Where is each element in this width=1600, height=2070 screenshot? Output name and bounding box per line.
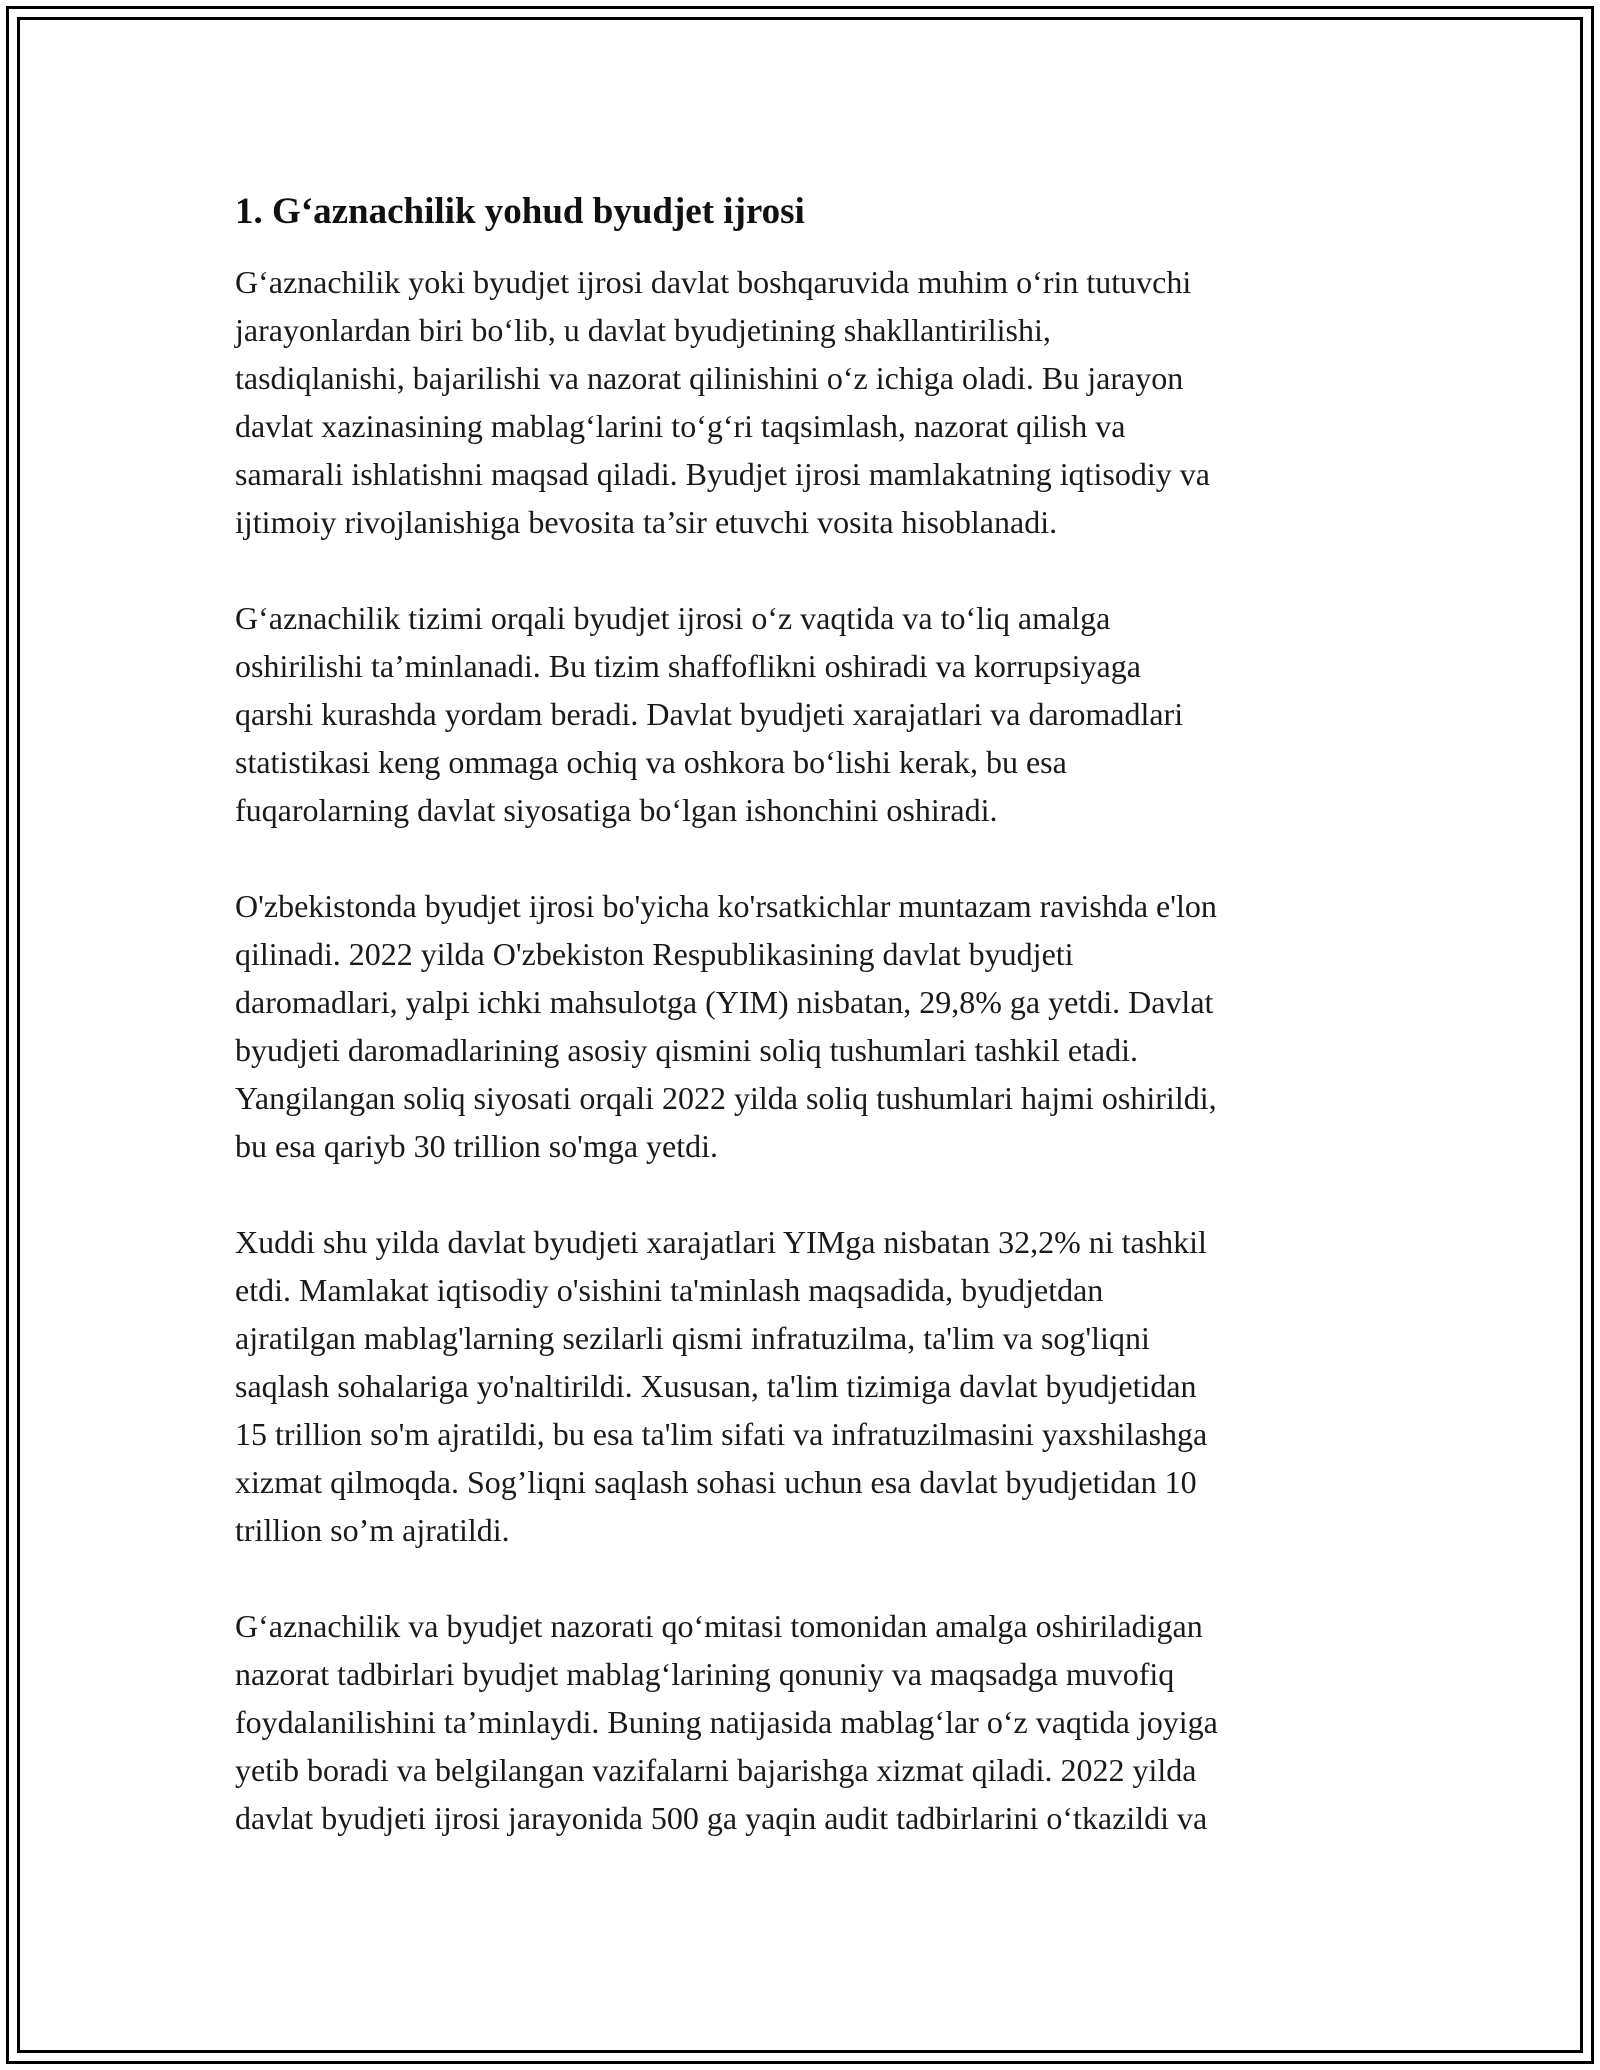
paragraph-line: daromadlari, yalpi ichki mahsulotga (YIM) nisbatan, 29,8% ga yetdi. Davlat [235, 984, 1214, 1020]
paragraph-4 [235, 1218, 1385, 1554]
document-body [235, 188, 1385, 1890]
paragraph-line: xizmat qilmoqda. Sog’liqni saqlash sohasi uchun esa davlat byudjetidan 10 [235, 1464, 1197, 1500]
paragraph-line: saqlash sohalariga yo'naltirildi. Xususan, ta'lim tizimiga davlat byudjetidan [235, 1368, 1197, 1404]
paragraph-line: O'zbekistonda byudjet ijrosi bo'yicha ko'rsatkichlar muntazam ravishda e'lon [235, 888, 1217, 924]
paragraph-1 [235, 258, 1385, 546]
section-heading: 1. G‘aznachilik yohud byudjet ijrosi [235, 191, 805, 232]
paragraph-line: qarshi kurashda yordam beradi. Davlat byudjeti xarajatlari va daromadlari [235, 696, 1184, 732]
paragraph-line: byudjeti daromadlarining asosiy qismini soliq tushumlari tashkil etadi. [235, 1032, 1138, 1068]
paragraph-line: ajratilgan mablag'larning sezilarli qismi infratuzilma, ta'lim va sog'liqni [235, 1320, 1150, 1356]
paragraph-line: Xuddi shu yilda davlat byudjeti xarajatlari YIMga nisbatan 32,2% ni tashkil [235, 1224, 1207, 1260]
paragraph-line: G‘aznachilik yoki byudjet ijrosi davlat boshqaruvida muhim o‘rin tutuvchi [235, 264, 1192, 300]
paragraph-line: tasdiqlanishi, bajarilishi va nazorat qilinishini o‘z ichiga oladi. Bu jarayon [235, 360, 1184, 396]
paragraph-line: bu esa qariyb 30 trillion so'mga yetdi. [235, 1128, 719, 1164]
paragraph-5 [235, 1602, 1385, 1842]
paragraph-3 [235, 882, 1385, 1170]
paragraph-line: nazorat tadbirlari byudjet mablag‘larining qonuniy va maqsadga muvofiq [235, 1656, 1175, 1692]
paragraph-line: etdi. Mamlakat iqtisodiy o'sishini ta'minlash maqsadida, byudjetdan [235, 1272, 1104, 1308]
paragraph-2 [235, 594, 1385, 834]
paragraph-line: foydalanilishini ta’minlaydi. Buning natijasida mablag‘lar o‘z vaqtida joyiga [235, 1704, 1218, 1740]
paragraph-line: 15 trillion so'm ajratildi, bu esa ta'lim sifati va infratuzilmasini yaxshilashga [235, 1416, 1208, 1452]
paragraph-line: G‘aznachilik va byudjet nazorati qo‘mitasi tomonidan amalga oshiriladigan [235, 1608, 1203, 1644]
paragraph-line: jarayonlardan biri bo‘lib, u davlat byudjetining shakllantirilishi, [235, 312, 1051, 348]
paragraph-line: statistikasi keng ommaga ochiq va oshkora bo‘lishi kerak, bu esa [235, 744, 1067, 780]
paragraph-line: yetib boradi va belgilangan vazifalarni bajarishga xizmat qiladi. 2022 yilda [235, 1752, 1197, 1788]
paragraph-line: davlat xazinasining mablag‘larini to‘g‘ri taqsimlash, nazorat qilish va [235, 408, 1126, 444]
paragraph-line: oshirilishi ta’minlanadi. Bu tizim shaffoflikni oshiradi va korrupsiyaga [235, 648, 1141, 684]
paragraph-line: samarali ishlatishni maqsad qiladi. Byudjet ijrosi mamlakatning iqtisodiy va [235, 456, 1210, 492]
paragraph-line: davlat byudjeti ijrosi jarayonida 500 ga yaqin audit tadbirlarini o‘tkazildi va [235, 1800, 1208, 1836]
paragraph-line: ijtimoiy rivojlanishiga bevosita ta’sir etuvchi vosita hisoblanadi. [235, 504, 1058, 540]
paragraph-line: fuqarolarning davlat siyosatiga bo‘lgan ishonchini oshiradi. [235, 792, 998, 828]
paragraph-line: Yangilangan soliq siyosati orqali 2022 yilda soliq tushumlari hajmi oshirildi, [235, 1080, 1217, 1116]
paragraph-line: trillion so’m ajratildi. [235, 1512, 510, 1548]
paragraph-line: G‘aznachilik tizimi orqali byudjet ijrosi o‘z vaqtida va to‘liq amalga [235, 600, 1111, 636]
paragraph-line: qilinadi. 2022 yilda O'zbekiston Respublikasining davlat byudjeti [235, 936, 1074, 972]
